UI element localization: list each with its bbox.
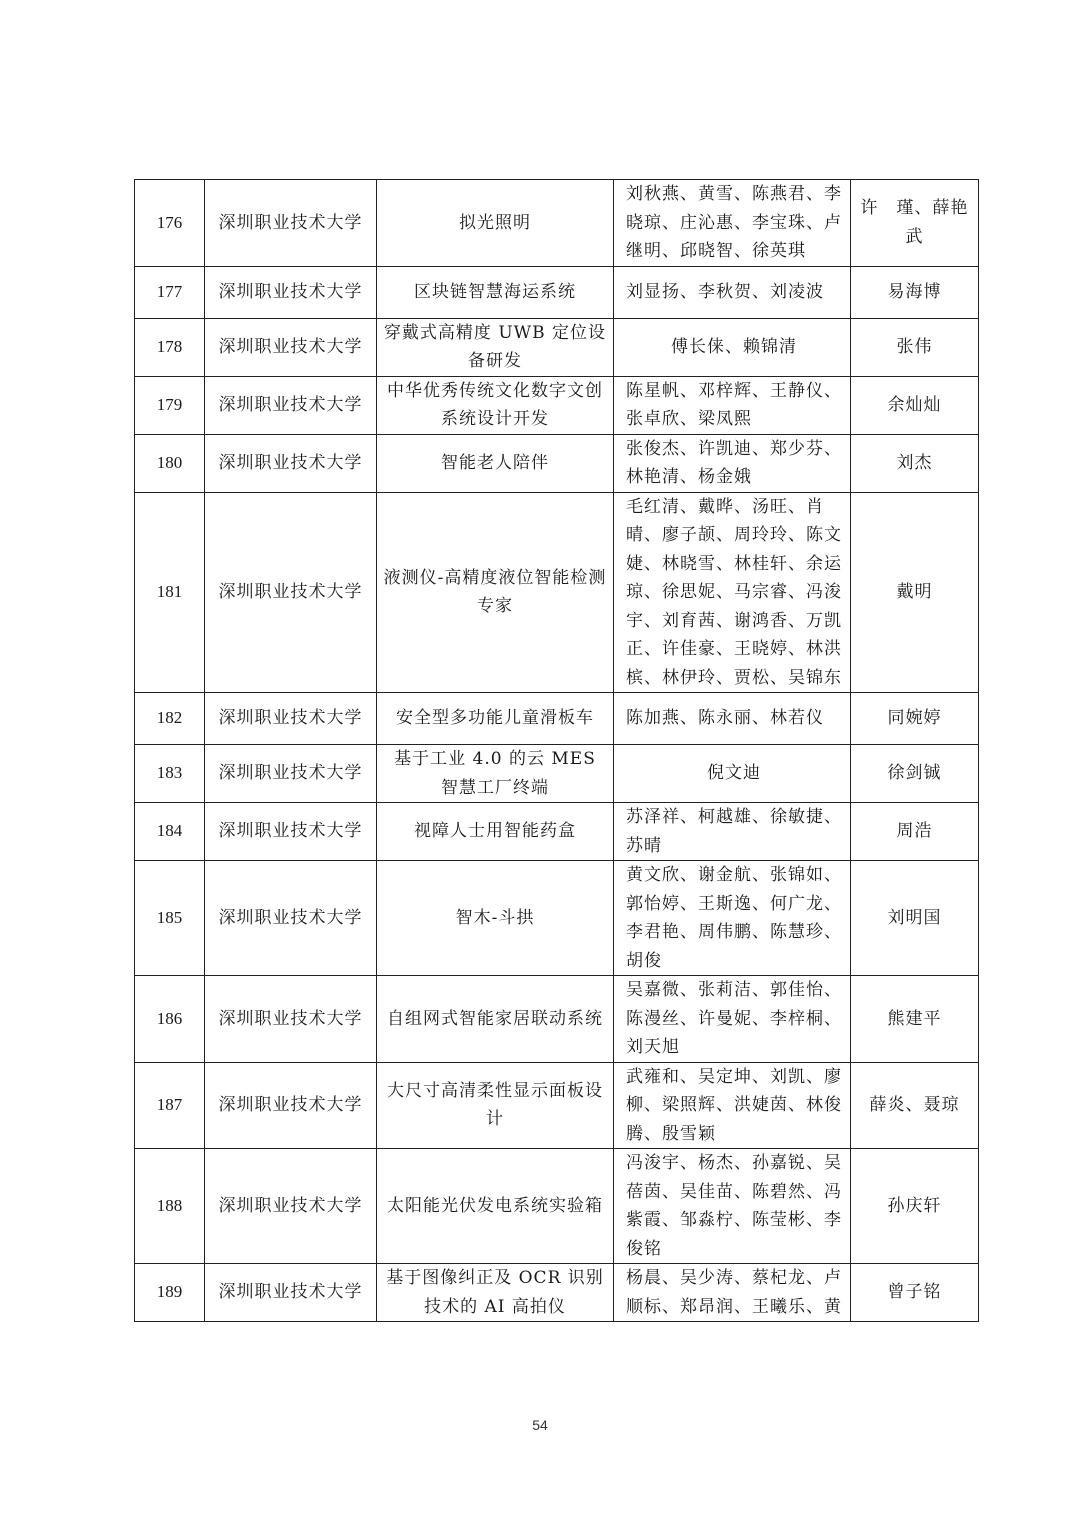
school-cell: 深圳职业技术大学 <box>205 376 377 434</box>
members-cell: 刘显扬、李秋贺、刘凌波 <box>614 266 851 318</box>
table-row <box>135 745 979 803</box>
project-cell: 智木-斗拱 <box>377 861 614 976</box>
school-cell: 深圳职业技术大学 <box>205 693 377 745</box>
members-cell: 陈加燕、陈永丽、林若仪 <box>614 693 851 745</box>
advisor-cell: 薛炎、聂琼 <box>851 1062 979 1149</box>
members-cell: 苏泽祥、柯越雄、徐敏捷、苏晴 <box>614 803 851 861</box>
advisor-cell: 许 瑾、薛艳武 <box>851 180 979 267</box>
table-row <box>135 1062 979 1149</box>
table-row <box>135 1149 979 1264</box>
row-number: 179 <box>135 376 205 434</box>
school-cell: 深圳职业技术大学 <box>205 1264 377 1322</box>
table-row <box>135 318 979 376</box>
advisor-cell: 熊建平 <box>851 976 979 1063</box>
members-cell: 黄文欣、谢金航、张锦如、郭怡婷、王斯逸、何广龙、李君艳、周伟鹏、陈慧珍、胡俊 <box>614 861 851 976</box>
school-cell: 深圳职业技术大学 <box>205 861 377 976</box>
row-number: 187 <box>135 1062 205 1149</box>
row-number: 178 <box>135 318 205 376</box>
members-cell: 刘秋燕、黄雪、陈燕君、李晓琼、庄沁惠、李宝珠、卢继明、邱晓智、徐英琪 <box>614 180 851 267</box>
advisor-cell: 曾子铭 <box>851 1264 979 1322</box>
row-number: 188 <box>135 1149 205 1264</box>
project-cell: 液测仪-高精度液位智能检测专家 <box>377 492 614 693</box>
row-number: 183 <box>135 745 205 803</box>
members-cell: 张俊杰、许凯迪、郑少芬、林艳清、杨金娥 <box>614 434 851 492</box>
school-cell: 深圳职业技术大学 <box>205 745 377 803</box>
members-cell: 武雍和、吴定坤、刘凯、廖柳、梁照辉、洪婕茵、林俊腾、殷雪颖 <box>614 1062 851 1149</box>
project-cell: 中华优秀传统文化数字文创系统设计开发 <box>377 376 614 434</box>
members-cell: 傅长俫、赖锦清 <box>614 318 851 376</box>
table-row <box>135 434 979 492</box>
advisor-cell: 孙庆轩 <box>851 1149 979 1264</box>
row-number: 177 <box>135 266 205 318</box>
table-row <box>135 861 979 976</box>
table-row <box>135 376 979 434</box>
project-cell: 自组网式智能家居联动系统 <box>377 976 614 1063</box>
project-cell: 拟光照明 <box>377 180 614 267</box>
members-cell: 冯浚宇、杨杰、孙嘉锐、吴蓓茵、吴佳苗、陈碧然、冯紫霞、邹淼柠、陈莹彬、李俊铭 <box>614 1149 851 1264</box>
school-cell: 深圳职业技术大学 <box>205 976 377 1063</box>
row-number: 176 <box>135 180 205 267</box>
advisor-cell: 同婉婷 <box>851 693 979 745</box>
roster-body <box>135 180 979 1322</box>
table-row <box>135 803 979 861</box>
school-cell: 深圳职业技术大学 <box>205 180 377 267</box>
project-cell: 安全型多功能儿童滑板车 <box>377 693 614 745</box>
row-number: 186 <box>135 976 205 1063</box>
members-cell: 倪文迪 <box>614 745 851 803</box>
page-number: 54 <box>532 1417 548 1433</box>
advisor-cell: 刘杰 <box>851 434 979 492</box>
advisor-cell: 张伟 <box>851 318 979 376</box>
school-cell: 深圳职业技术大学 <box>205 1149 377 1264</box>
advisor-cell: 刘明国 <box>851 861 979 976</box>
row-number: 181 <box>135 492 205 693</box>
advisor-cell: 余灿灿 <box>851 376 979 434</box>
row-number: 184 <box>135 803 205 861</box>
project-cell: 视障人士用智能药盒 <box>377 803 614 861</box>
project-cell: 大尺寸高清柔性显示面板设计 <box>377 1062 614 1149</box>
advisor-cell: 戴明 <box>851 492 979 693</box>
school-cell: 深圳职业技术大学 <box>205 492 377 693</box>
table-row <box>135 693 979 745</box>
project-cell: 太阳能光伏发电系统实验箱 <box>377 1149 614 1264</box>
project-roster-table <box>134 179 979 1322</box>
members-cell: 陈星帆、邓梓辉、王静仪、张卓欣、梁凤熙 <box>614 376 851 434</box>
table-row <box>135 266 979 318</box>
row-number: 182 <box>135 693 205 745</box>
school-cell: 深圳职业技术大学 <box>205 1062 377 1149</box>
advisor-cell: 徐剑铖 <box>851 745 979 803</box>
school-cell: 深圳职业技术大学 <box>205 266 377 318</box>
members-cell: 毛红清、戴晔、汤旺、肖晴、廖子颉、周玲玲、陈文婕、林晓雪、林桂轩、余运琼、徐思妮、马宗睿、冯浚宇、刘育茜、谢鸿香、万凯正、许佳豪、王晓婷、林洪槟、林伊玲、贾松、吴锦东 <box>614 492 851 693</box>
members-cell: 杨晨、吴少涛、蔡杞龙、卢顺标、郑昂润、王曦乐、黄 <box>614 1264 851 1322</box>
row-number: 185 <box>135 861 205 976</box>
table-row <box>135 180 979 267</box>
project-cell: 基于工业 4.0 的云 MES 智慧工厂终端 <box>377 745 614 803</box>
school-cell: 深圳职业技术大学 <box>205 434 377 492</box>
project-cell: 穿戴式高精度 UWB 定位设备研发 <box>377 318 614 376</box>
members-cell: 吴嘉微、张莉洁、郭佳怡、陈漫丝、许曼妮、李梓桐、刘天旭 <box>614 976 851 1063</box>
table-row <box>135 1264 979 1322</box>
project-cell: 区块链智慧海运系统 <box>377 266 614 318</box>
advisor-cell: 易海博 <box>851 266 979 318</box>
advisor-cell: 周浩 <box>851 803 979 861</box>
school-cell: 深圳职业技术大学 <box>205 803 377 861</box>
project-cell: 基于图像纠正及 OCR 识别技术的 AI 高拍仪 <box>377 1264 614 1322</box>
project-cell: 智能老人陪伴 <box>377 434 614 492</box>
table-row <box>135 976 979 1063</box>
row-number: 180 <box>135 434 205 492</box>
row-number: 189 <box>135 1264 205 1322</box>
school-cell: 深圳职业技术大学 <box>205 318 377 376</box>
table-row <box>135 492 979 693</box>
